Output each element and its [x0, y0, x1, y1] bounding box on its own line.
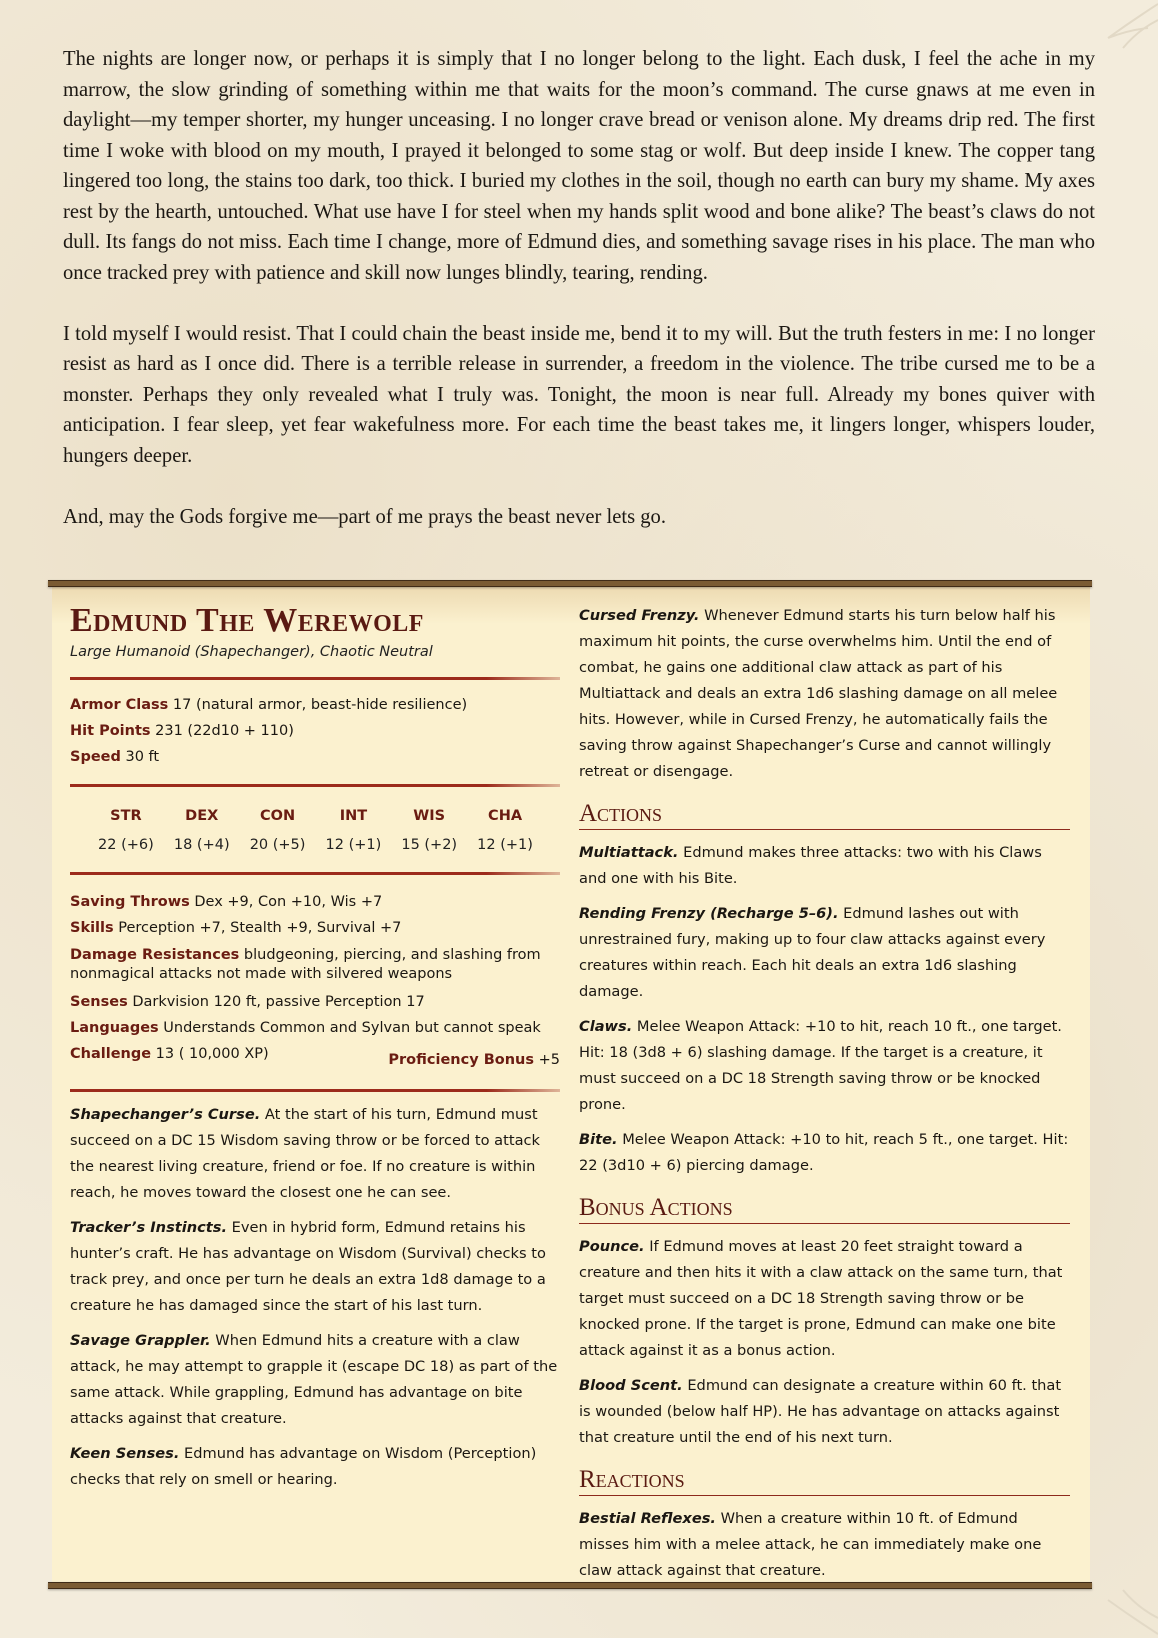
action-multiattack: Multiattack. Edmund makes three attacks: two with his Claws and one with his Bite. [579, 844, 1042, 887]
speed: Speed 30 ft [70, 749, 160, 765]
divider-rule [70, 677, 560, 680]
action-claws: Claws. Melee Weapon Attack: +10 to hit, reach 10 ft., one target. Hit: 18 (3d8 + 6) slashing damage. If the target is a creature, it must succeed on a DC 18 Strength saving throw or be knocked prone. [579, 1018, 1062, 1113]
bonus-action-blood-scent: Blood Scent. Edmund can designate a creature within 60 ft. that is wounded (below half HP). He has advantage on attacks against that creature until the end of his next turn. [579, 1377, 1062, 1446]
trait-savage-grappler: Savage Grappler. When Edmund hits a creature with a claw attack, he may attempt to grapple it (escape DC 18) as part of the same attack. While grappling, Edmund has advantage on bite attacks against that creature. [70, 1332, 558, 1427]
ability-wis: WIS 15 (+2) [401, 808, 458, 853]
trait-keen-senses: Keen Senses. Edmund has advantage on Wisdom (Perception) checks that rely on smell or hearing. [70, 1445, 537, 1488]
hit-points: Hit Points 231 (22d10 + 110) [70, 723, 294, 739]
senses: Senses Darkvision 120 ft, passive Perception 17 [70, 994, 425, 1010]
intro-text [63, 44, 1095, 563]
stat-block-left-column [70, 601, 560, 1502]
stat-block-top-bar [48, 580, 1092, 587]
bonus-action-pounce: Pounce. If Edmund moves at least 20 feet straight toward a creature and then hits it with a claw attack on the same turn, that target must succeed on a DC 18 Strength saving throw or be knocked prone. If the target is prone, Edmund can make one bite attack against it as a bonus action. [579, 1238, 1063, 1359]
reaction-bestial-reflexes: Bestial Reflexes. When a creature within 10 ft. of Edmund misses him with a melee attack, he can immediately make one claw attack against that creature. [579, 1510, 1042, 1579]
languages: Languages Understands Common and Sylvan but cannot speak [70, 1020, 541, 1036]
challenge: Challenge 13 ( 10,000 XP) [70, 1046, 269, 1062]
section-actions-heading: Actions [579, 799, 1070, 830]
ability-scores [88, 805, 543, 856]
intro-paragraph: I told myself I would resist. That I could chain the beast inside me, bend it to my will. But the truth festers in me: I no longer resist as hard as I once did. There is a terrible release in surrender, a freedom in the violence. The tribe cursed me to be a monster. Perhaps they only revealed what I truly was. Tonight, the moon is near full. Already my bones quiver with anticipation. I fear sleep, yet fear wakefulness more. For each time the beast takes me, it lingers longer, whispers louder, hungers deeper. [63, 322, 1095, 467]
challenge-row [70, 1041, 560, 1073]
ability-str: STR 22 (+6) [98, 808, 154, 853]
section-reactions-heading: Reactions [579, 1465, 1070, 1496]
ability-int: INT 12 (+1) [325, 808, 382, 853]
damage-resistances: Damage Resistances bludgeoning, piercing, and slashing from nonmagical attacks not made with silvered weapons [70, 947, 541, 982]
section-bonus-actions-heading: Bonus Actions [579, 1193, 1070, 1224]
action-bite: Bite. Melee Weapon Attack: +10 to hit, reach 5 ft., one target. Hit: 22 (3d10 + 6) piercing damage. [579, 1131, 1069, 1174]
divider-rule [70, 872, 560, 875]
action-rending-frenzy: Rending Frenzy (Recharge 5–6). Edmund lashes out with unrestrained fury, making up to four claw attacks against every creatures within reach. Each hit deals an extra 1d6 slashing damage. [579, 905, 1046, 1000]
ability-dex: DEX 18 (+4) [173, 808, 230, 853]
intro-paragraph: And, may the Gods forgive me—part of me prays the beast never lets go. [63, 505, 666, 528]
stat-block-right-column [579, 603, 1070, 1593]
divider-rule [70, 1089, 560, 1092]
trait-trackers-instincts: Tracker’s Instincts. Even in hybrid form, Edmund retains his hunter’s craft. He has advantage on Wisdom (Survival) checks to track prey, and once per turn he deals an extra 1d8 damage to a creature he has damaged since the start of his last turn. [70, 1219, 546, 1314]
armor-class: Armor Class 17 (natural armor, beast-hide resilience) [70, 697, 468, 713]
ability-con: CON 20 (+5) [249, 808, 306, 853]
proficiency-bonus: Proficiency Bonus +5 [388, 1052, 560, 1068]
trait-cursed-frenzy: Cursed Frenzy. Whenever Edmund starts his turn below half his maximum hit points, the curse overwhelms him. Until the end of combat, he gains one additional claw attack as part of his Multiattack and deals an extra 1d6 slashing damage on all melee hits. However, while in Cursed Frenzy, he automatically fails the saving throw against Shapechanger’s Curse and cannot willingly retreat or disengage. [579, 607, 1058, 780]
ability-cha: CHA 12 (+1) [477, 808, 533, 853]
monster-type: Large Humanoid (Shapechanger), Chaotic Neutral [70, 644, 433, 660]
divider-rule [70, 784, 560, 787]
skills: Skills Perception +7, Stealth +9, Survival +7 [70, 920, 402, 936]
intro-paragraph: The nights are longer now, or perhaps it is simply that I no longer belong to the light. Each dusk, I feel the ache in my marrow, the slow grinding of something within me that waits for the moon’s command. The curse gnaws at me even in daylight—my temper shorter, my hunger unceasing. I no longer crave bread or venison alone. My dreams drip red. The first time I woke with blood on my mouth, I prayed it belonged to some stag or wolf. But deep inside I knew. The copper tang lingered too long, the stains too dark, too thick. I buried my clothes in the soil, though no earth can bury my shame. My axes rest by the hearth, untouched. What use have I for steel when my hands split wood and bone alike? The beast’s claws do not dull. Its fangs do not miss. Each time I change, more of Edmund dies, and something savage rises in his place. The man who once tracked prey with patience and skill now lunges blindly, tearing, rending. [63, 48, 1095, 284]
monster-name: Edmund The Werewolf [70, 602, 424, 639]
saving-throws: Saving Throws Dex +9, Con +10, Wis +7 [70, 894, 383, 910]
trait-shapechangers-curse: Shapechanger’s Curse. At the start of his turn, Edmund must succeed on a DC 15 Wisdom saving throw or be forced to attack the nearest living creature, friend or foe. If no creature is within reach, he moves toward the closest one he can see. [70, 1106, 540, 1201]
